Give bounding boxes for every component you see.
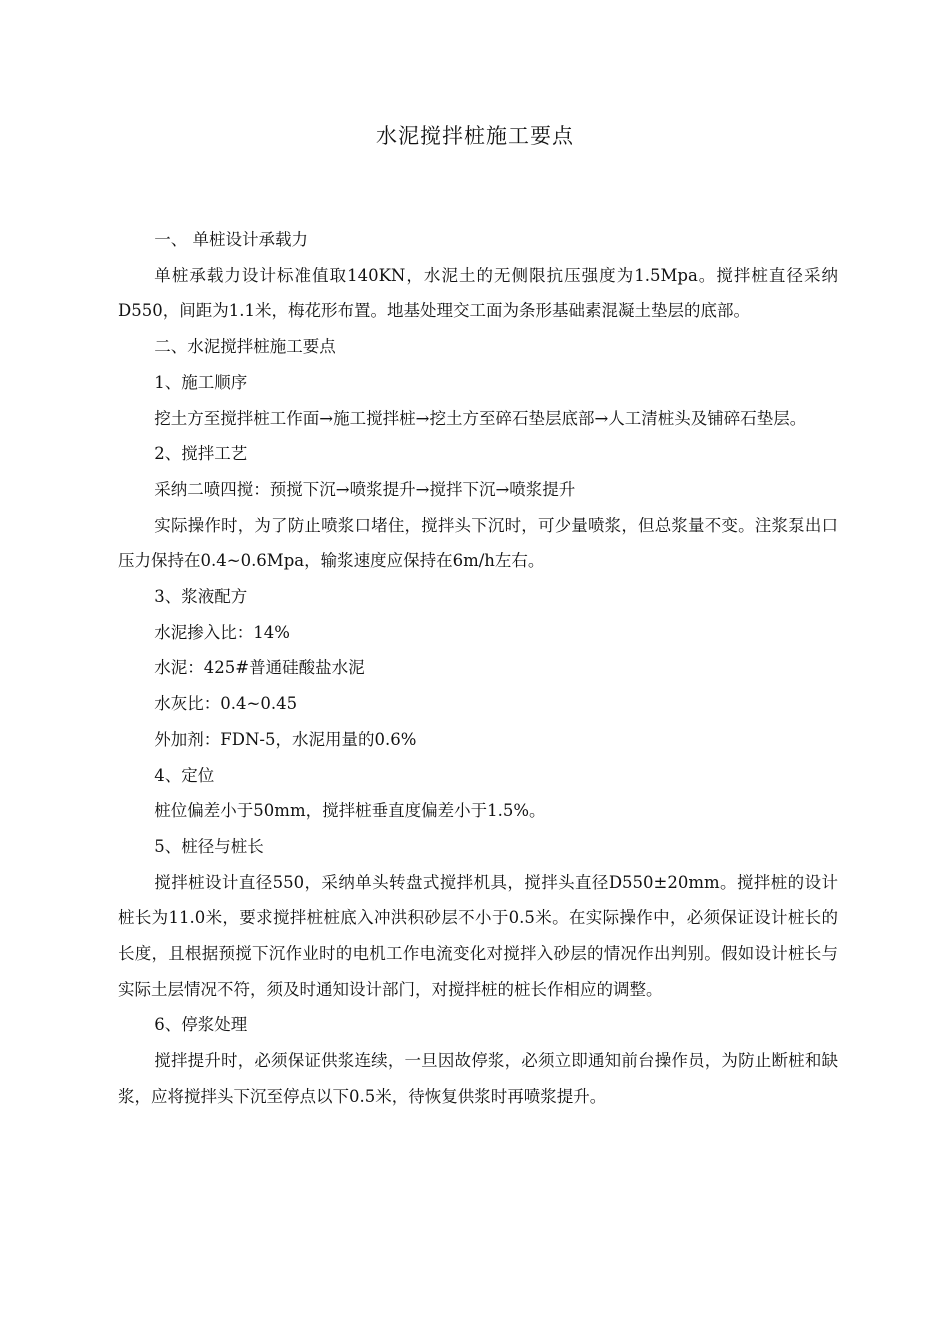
subheading-positioning: 4、定位 <box>154 765 215 785</box>
formula-water-cement-ratio: 水灰比：0.4~0.45 <box>154 694 298 714</box>
paragraph-grout-stop: 搅拌提升时，必须保证供浆连续，一旦因故停浆，必须立即通知前台操作员，为防止断桩和缺浆，应将搅拌头下沉至停点以下0.5米，待恢复供浆时再喷浆提升。 <box>118 1051 838 1106</box>
paragraph-bearing-capacity: 单桩承载力设计标准值取140KN，水泥土的无侧限抗压强度为1.5Mpa。搅拌桩直径采纳D550，间距为1.1米，梅花形布置。地基处理交工面为条形基础素混凝土垫层的底部。 <box>118 265 838 321</box>
subheading-construction-sequence: 1、施工顺序 <box>154 372 248 392</box>
paragraph-positioning: 桩位偏差小于50mm，搅拌桩垂直度偏差小于1.5%。 <box>154 801 546 821</box>
formula-cement-ratio: 水泥掺入比：14% <box>154 622 290 642</box>
paragraph-construction-sequence: 挖土方至搅拌桩工作面→施工搅拌桩→挖土方至碎石垫层底部→人工清桩头及铺碎石垫层。 <box>154 408 807 428</box>
document-body <box>118 222 838 1115</box>
subheading-grout-stop: 6、停浆处理 <box>154 1015 248 1035</box>
formula-admixture: 外加剂：FDN-5，水泥用量的0.6% <box>154 729 417 749</box>
paragraph-mixing-process: 采纳二喷四搅：预搅下沉→喷浆提升→搅拌下沉→喷浆提升 <box>154 479 576 499</box>
subheading-slurry-formula: 3、浆液配方 <box>154 587 248 607</box>
document-title: 水泥搅拌桩施工要点 <box>376 124 574 148</box>
section-heading-2: 二、水泥搅拌桩施工要点 <box>154 337 336 357</box>
paragraph-operation-notes: 实际操作时，为了防止喷浆口堵住，搅拌头下沉时，可少量喷浆，但总浆量不变。注浆泵出口压力保持在0.4~0.6Mpa，输浆速度应保持在6m/h左右。 <box>118 515 838 571</box>
section-heading-1: 一、 单桩设计承载力 <box>154 230 309 249</box>
paragraph-pile-diameter-length: 搅拌桩设计直径550，采纳单头转盘式搅拌机具，搅拌头直径D550±20mm。搅拌桩的设计桩长为11.0米，要求搅拌桩桩底入冲洪积砂层不小于0.5米。在实际操作中，必须保证设计桩长的长度，且根据预搅下沉作业时的电机工作电流变化对搅拌入砂层的情况作出判别。假如设计桩长与实际土层情况不符，须及时通知设计部门，对搅拌桩的桩长作相应的调整。 <box>118 872 838 999</box>
subheading-pile-diameter-length: 5、桩径与桩长 <box>154 836 264 856</box>
subheading-mixing-process: 2、搅拌工艺 <box>154 444 248 464</box>
formula-cement-type: 水泥：425#普通硅酸盐水泥 <box>154 658 365 678</box>
